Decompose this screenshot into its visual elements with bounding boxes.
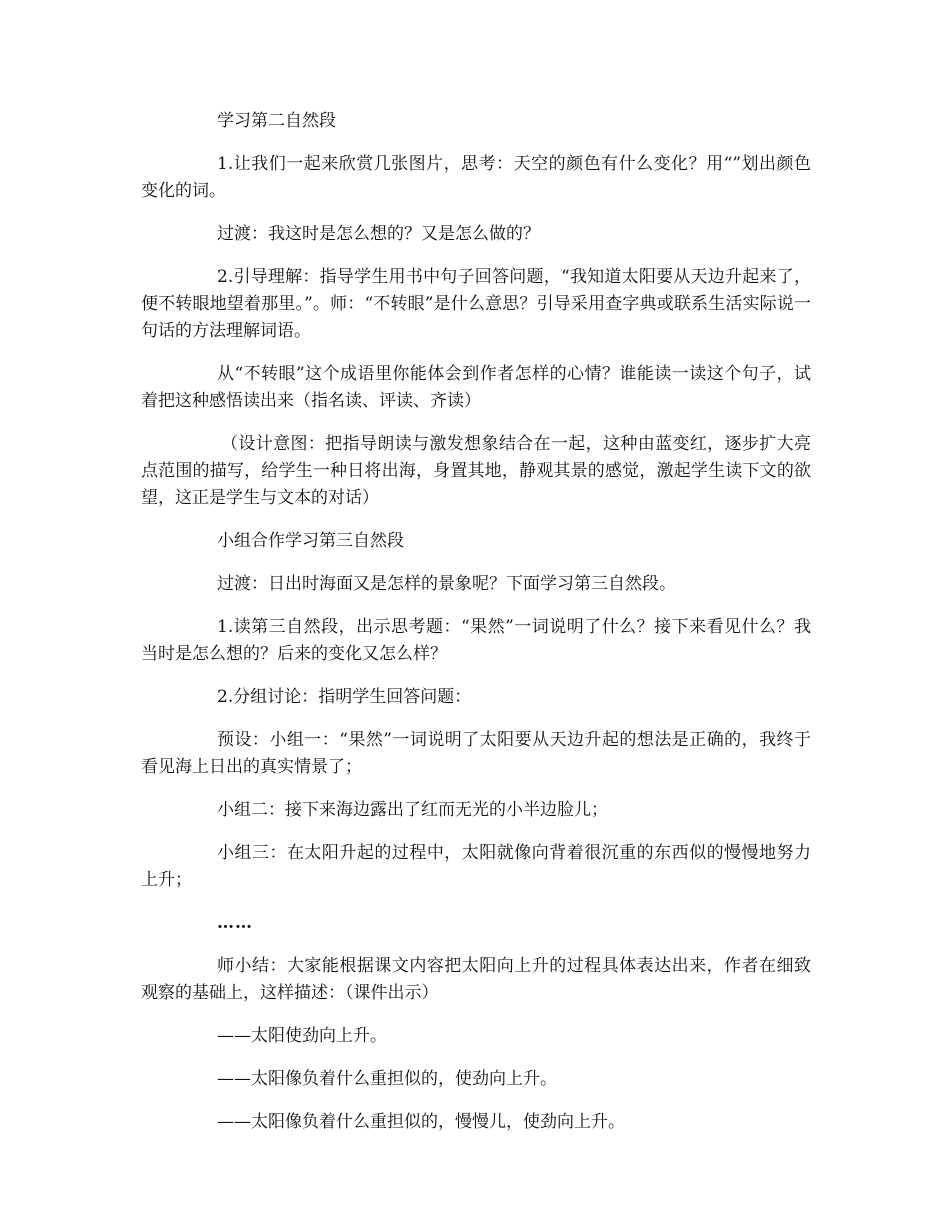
body-paragraph: 从“不转眼”这个成语里你能体会到作者怎样的心情？谁能读一读这个句子，试着把这种感悟读出来（指名读、评读、齐读） (141, 364, 811, 411)
section-heading-paragraph-2: 学习第二自然段 (217, 111, 336, 131)
group-answer-paragraph: 预设：小组一：“果然”一词说明了太阳要从天边升起的想法是正确的，我终于看见海上日出的真实情景了； (141, 730, 811, 777)
teacher-summary-paragraph: 师小结：大家能根据课文内容把太阳向上升的过程具体表达出来，作者在细致观察的基础上，这样描述：（课件出示） (141, 956, 811, 1003)
ellipsis-paragraph: …… (217, 913, 253, 933)
transition-paragraph: 过渡：我这时是怎么想的？又是怎么做的？ (217, 224, 540, 244)
body-paragraph: 2.引导理解：指导学生用书中句子回答问题，“我知道太阳要从天边升起来了，便不转眼地望着那里。”。师：“不转眼”是什么意思？引导采用查字典或联系生活实际说一句话的方法理解词语。 (141, 267, 811, 341)
section-heading-paragraph-3: 小组合作学习第三自然段 (217, 531, 404, 551)
transition-paragraph: 过渡：日出时海面又是怎样的景象呢？下面学习第三自然段。 (217, 574, 676, 594)
document-page (141, 108, 811, 1152)
example-sentence: ——太阳像负着什么重担似的，慢慢儿，使劲向上升。 (217, 1112, 625, 1132)
body-paragraph: 2.分组讨论：指明学生回答问题： (217, 687, 472, 707)
group-answer-paragraph: 小组三：在太阳升起的过程中，太阳就像向背着很沉重的东西似的慢慢地努力上升； (141, 843, 811, 890)
design-intent-note: （设计意图：把指导朗读与激发想象结合在一起，这种由蓝变红，逐步扩大亮点范围的描写，给学生一种日将出海，身置其地，静观其景的感觉，激起学生读下文的欲望，这正是学生与文本的对话） (141, 434, 811, 508)
body-paragraph: 1.读第三自然段，出示思考题：“果然”一词说明了什么？接下来看见什么？我当时是怎么想的？后来的变化又怎么样？ (141, 617, 811, 664)
body-paragraph: 1.让我们一起来欣赏几张图片，思考：天空的颜色有什么变化？用“”划出颜色变化的词。 (141, 154, 811, 201)
example-sentence: ——太阳使劲向上升。 (217, 1026, 387, 1046)
group-answer-paragraph: 小组二：接下来海边露出了红而无光的小半边脸儿； (217, 800, 608, 820)
example-sentence: ——太阳像负着什么重担似的，使劲向上升。 (217, 1069, 557, 1089)
